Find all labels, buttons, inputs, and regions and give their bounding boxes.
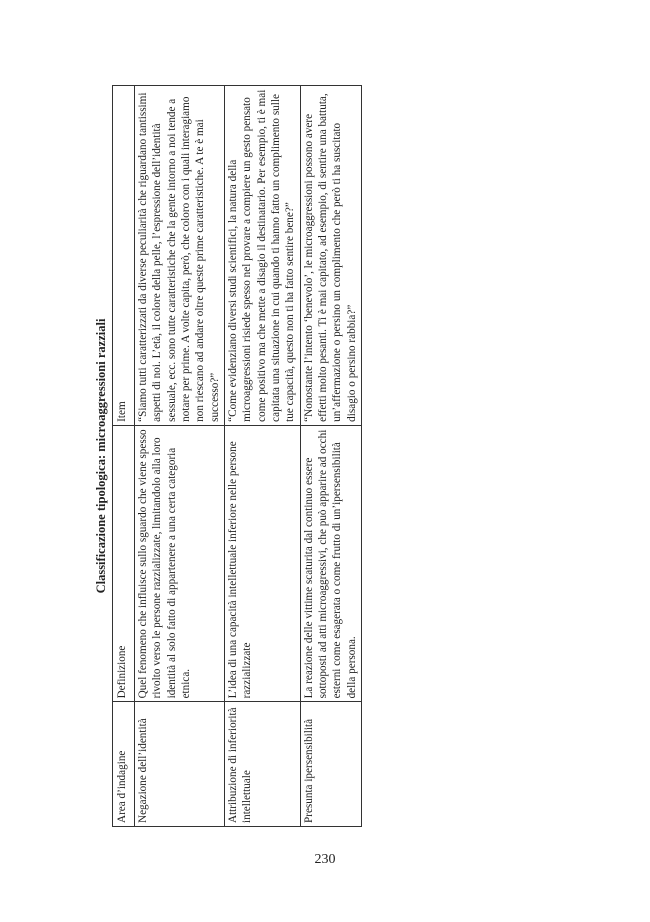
classification-table bbox=[112, 85, 362, 827]
header-definizione: Definizione bbox=[113, 425, 135, 702]
cell-area: Presunta ipersensibilità bbox=[300, 702, 361, 827]
table-row bbox=[135, 86, 225, 827]
table-row bbox=[300, 86, 361, 827]
cell-definizione: Quel fenomeno che influisce sullo sguardo che viene spesso rivolto verso le persone razzializzate, limitandolo alla loro identità al solo fatto di appartenere a una certa categoria etnica. bbox=[135, 425, 225, 702]
cell-item: “Siamo tutti caratterizzati da diverse peculiarità che riguardano tantissimi aspetti di noi. L’età, il colore della pelle, l’espressione dell’identità sessuale, ecc. sono tutte caratteristiche che la gente intorno a noi tende a notare per prime. A volte capita, però, che coloro con i quali interagiamo non riescano ad andare oltre queste prime caratteristiche. A te è mai successo?” bbox=[135, 86, 225, 426]
table-caption: Classificazione tipologica: microaggressioni razziali bbox=[94, 318, 108, 594]
table-row bbox=[224, 86, 300, 827]
header-item: Item bbox=[113, 86, 135, 426]
cell-definizione: L’idea di una capacità intellettuale inferiore nelle persone razzializzate bbox=[224, 425, 300, 702]
rotated-table-area bbox=[90, 85, 490, 827]
cell-definizione: La reazione delle vittime scaturita dal continuo essere sottoposti ad atti microaggressivi, che può apparire ad occhi esterni come esagerata o come frutto di un’ipersensibilità della persona. bbox=[300, 425, 361, 702]
rotated-content bbox=[90, 85, 490, 827]
cell-area: Attribuzione di inferiorità intellettuale bbox=[224, 702, 300, 827]
cell-area: Negazione dell’identità bbox=[135, 702, 225, 827]
cell-item: “Nonostante l’intento ‘benevolo’, le microaggressioni possono avere effetti molto pesanti. Ti è mai capitato, ad esempio, di sentire una battuta, un’affermazione o persino un complimento che però ti ha suscitato disagio o persino rabbia?” bbox=[300, 86, 361, 426]
page-number: 230 bbox=[314, 852, 336, 867]
header-area: Area d’indagine bbox=[113, 702, 135, 827]
table-header-row bbox=[113, 86, 135, 827]
cell-item: “Come evidenziano diversi studi scientifici, la natura della microaggressioni risiede spesso nel provare a compiere un gesto pensato come positivo ma che mette a disagio il destinatario. Per esempio, ti è mai capitata una situazione in cui quando ti hanno fatto un complimento sulle tue capacità, questo non ti ha fatto sentire bene?” bbox=[224, 86, 300, 426]
